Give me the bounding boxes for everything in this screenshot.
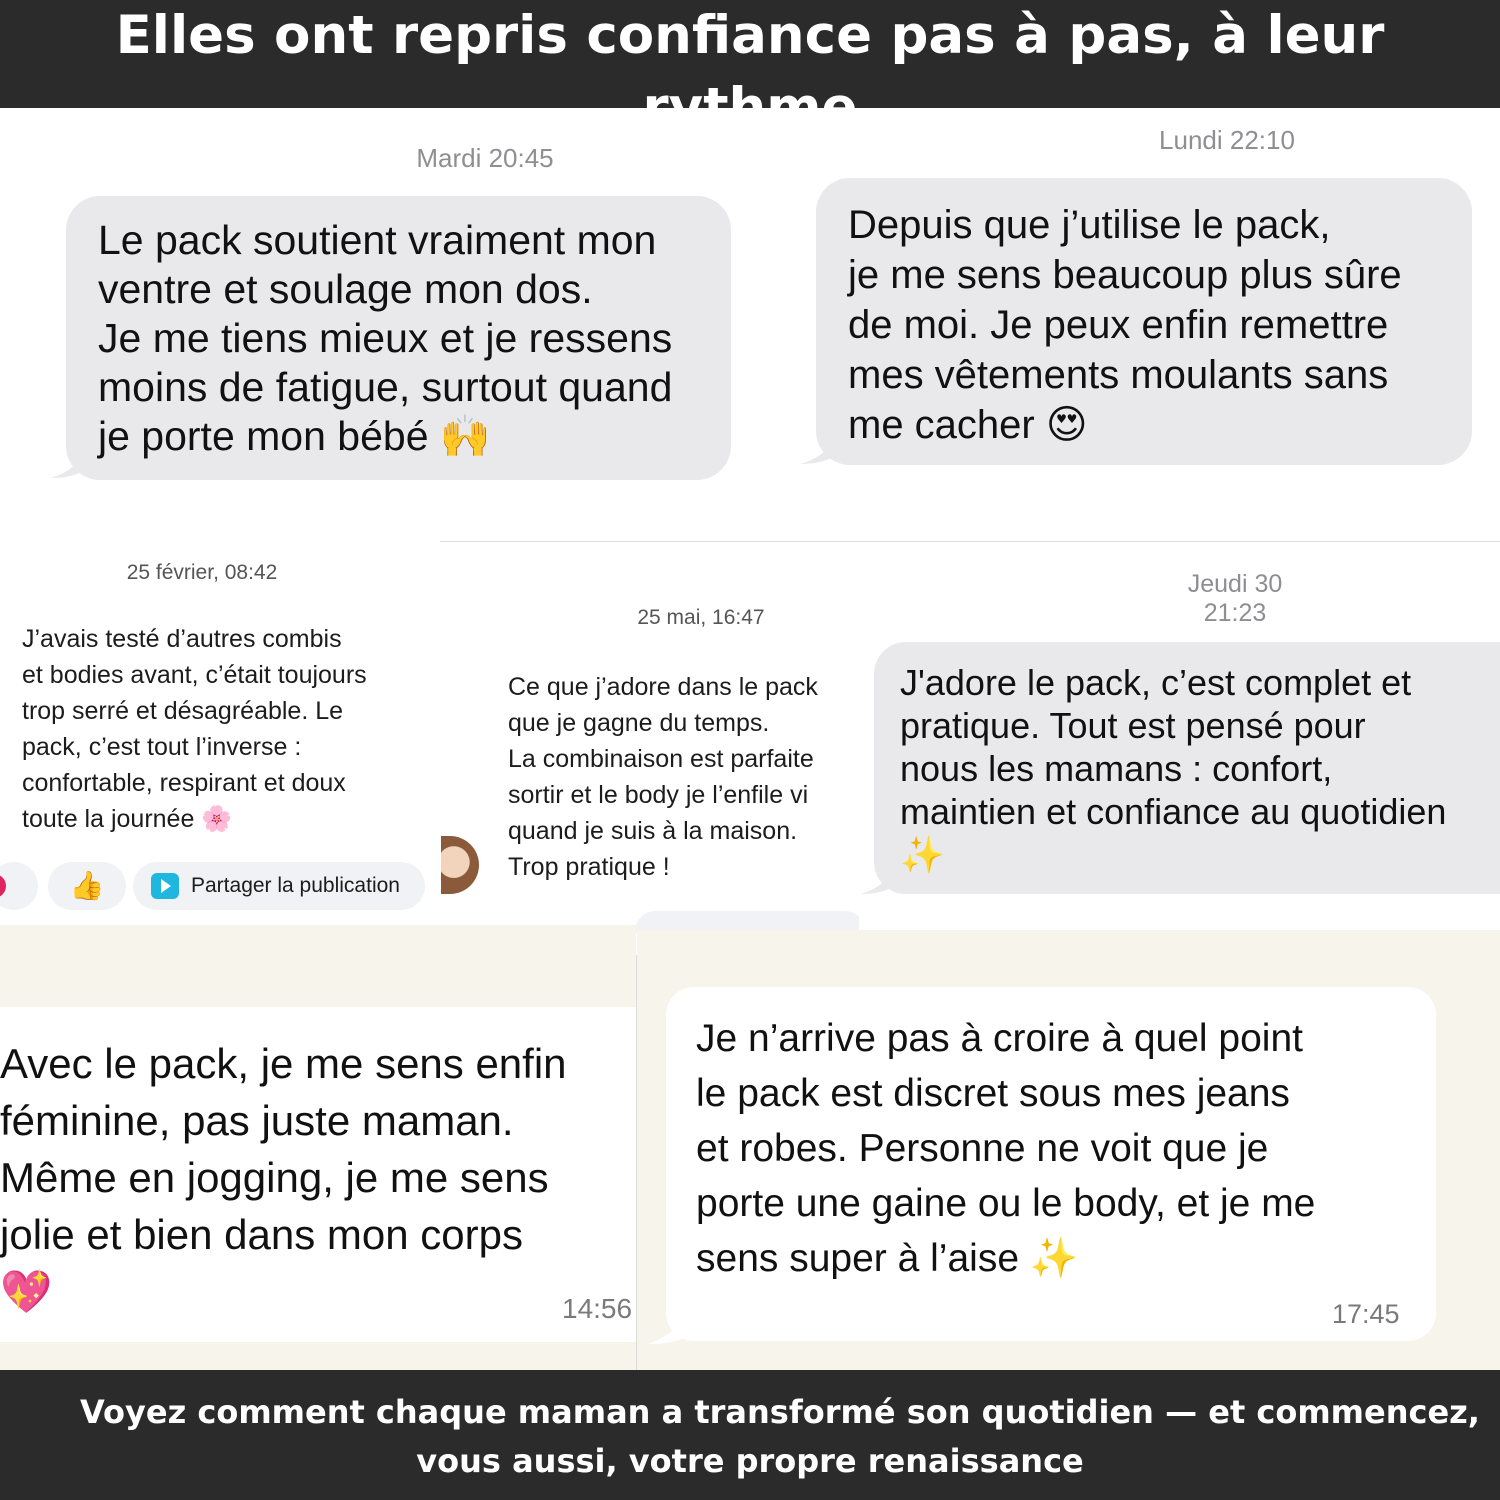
footer-banner [0,1370,1500,1500]
message-bubble [874,642,1500,894]
message-bubble [66,196,731,480]
comment-line: confortable, respirant et doux [22,769,346,797]
message-line: me cacher 😍 [848,400,1472,450]
like-reaction-button[interactable] [48,862,126,910]
message-line: le pack est discret sous mes jeans [696,1072,1290,1115]
message-line: ventre et soulage mon dos. [98,266,593,312]
message-bubble [816,178,1472,465]
comment-line: que je gagne du temps. [508,709,770,737]
message-line: Même en jogging, je me sens [0,1154,549,1201]
message-line [900,833,1500,876]
sparkles-icon: ✨ [1029,1237,1079,1280]
message-line: Le pack soutient vraiment mon [98,217,657,263]
comment-line: Trop pratique ! [508,853,670,881]
comment-line: quand je suis à la maison. [508,817,798,845]
message-line: jolie et bien dans mon corps [0,1211,523,1258]
comment-line: trop serré et désagréable. Le [22,697,344,725]
sparkling-heart-icon: 💖 [0,1268,53,1315]
message-line: Avec le pack, je me sens enfin [0,1040,567,1087]
timestamp: 25 février, 08:42 [126,561,278,584]
share-post-button[interactable] [133,862,425,910]
message-line: féminine, pas juste maman. [0,1097,514,1144]
comment-line: pack, c’est tout l’inverse : [22,733,302,761]
message-bubble [666,987,1436,1341]
thumbs-up-icon: 👍 [69,870,105,901]
message-line: maintien et confiance au quotidien [900,791,1447,832]
comment-line: La combinaison est parfaite [508,745,814,773]
comment-line: toute la journée 🌸 [22,801,437,837]
comment-line: sortir et le body je l’enfile vi [508,781,809,809]
heart-reaction-button[interactable] [0,862,38,910]
message-line: je me sens beaucoup plus sûre [848,253,1402,297]
message-line: Je n’arrive pas à croire à quel point [696,1017,1303,1060]
footer-line: vous aussi, votre propre renaissance [416,1442,1084,1480]
sparkles-icon: ✨ [900,834,945,875]
comment-line: et bodies avant, c’était toujours [22,661,367,689]
message-time: 14:56 [562,1293,633,1324]
message-line: nous les mamans : confort, [900,748,1333,789]
message-line: J'adore le pack, c’est complet et [900,662,1412,703]
play-triangle-icon [151,873,179,899]
timestamp-hour: 21:23 [1203,599,1267,627]
message-line: et robes. Personne ne voit que je [696,1127,1269,1170]
message-line [0,1263,636,1320]
footer-line: Voyez comment chaque maman a transformé son quotidien — et commencez, [80,1393,1480,1431]
avatar [441,836,479,894]
message-line: de moi. Je peux enfin remettre [848,303,1389,347]
timestamp: 25 mai, 16:47 [637,606,765,629]
comment-panel [0,545,441,925]
message-body [696,1011,1436,1286]
message-line: Depuis que j’utilise le pack, [848,203,1331,247]
message-bubble [0,1007,636,1342]
message-time: 17:45 [1332,1299,1400,1329]
message-line: porte une gaine ou le body, et je me [696,1182,1316,1225]
comment-body [22,621,437,837]
message-body [0,1035,636,1320]
heart-eyes-icon: 😍 [1045,403,1088,447]
message-line: Je me tiens mieux et je ressens [98,315,673,361]
raised-hands-icon: 🙌 [439,413,491,459]
message-line: mes vêtements moulants sans [848,353,1389,397]
header-banner [0,0,1500,138]
heart-icon [0,874,6,898]
timestamp: Lundi 22:10 [1159,125,1295,155]
message-line: moins de fatigue, surtout quand [98,364,673,410]
message-line: pratique. Tout est pensé pour [900,705,1366,746]
page-title: Elles ont repris confiance pas à pas, à leur rythme [115,5,1385,138]
message-line: sens super à l’aise ✨ [696,1231,1436,1286]
blossom-icon: 🌸 [201,805,233,833]
comment-line: Ce que j’adore dans le pack [508,673,818,701]
comment-body [508,669,859,885]
divider [440,541,1500,542]
comment-line: J’avais testé d’autres combis [22,625,342,653]
timestamp: Mardi 20:45 [416,143,554,173]
message-line: je porte mon bébé 🙌 [98,413,491,459]
share-label: Partager la publication [191,874,400,897]
comment-panel [441,545,859,933]
timestamp-day: Jeudi 30 [1187,570,1283,598]
play-icon [151,873,179,899]
